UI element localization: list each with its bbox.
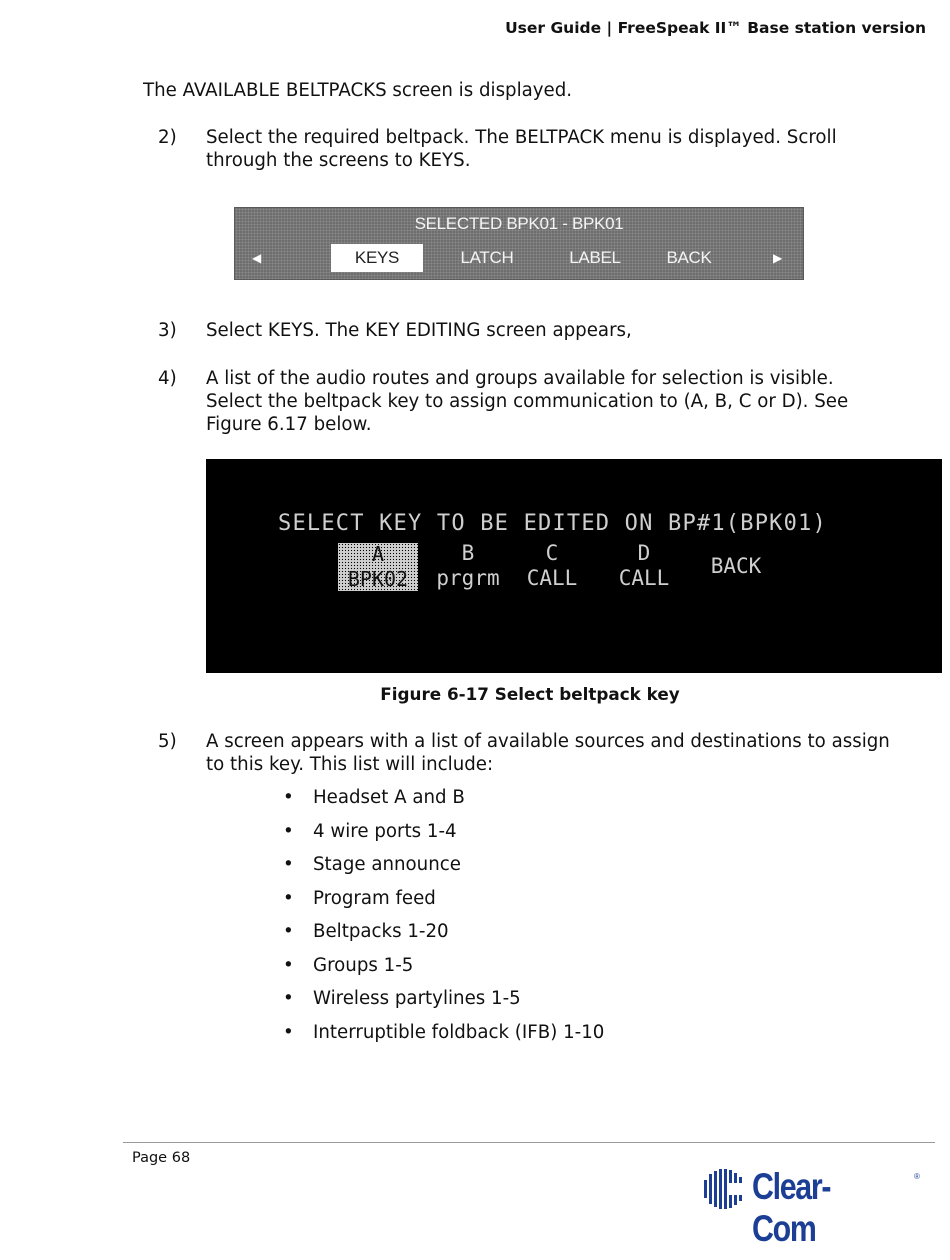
step-text-line: to this key. This list will include: xyxy=(206,754,494,775)
key-letter-d: D xyxy=(637,541,651,565)
menu-screen-title: SELECTED BPK01 - BPK01 xyxy=(414,214,624,233)
clear-com-logo-icon xyxy=(702,1168,746,1210)
page-number: Page 68 xyxy=(132,1150,191,1166)
step-number: 3) xyxy=(158,320,177,341)
key-value-c: CALL xyxy=(526,566,578,590)
menu-item-back: BACK xyxy=(666,248,712,267)
figure-caption: Figure 6-17 Select beltpack key xyxy=(380,684,680,704)
menu-item-latch: LATCH xyxy=(460,248,514,267)
menu-item-keys: KEYS xyxy=(331,244,423,272)
step-text-line: Figure 6.17 below. xyxy=(206,414,372,435)
step-number: 5) xyxy=(158,731,177,752)
key-letter-c: C xyxy=(545,541,559,565)
key-letter-a: A xyxy=(371,542,385,566)
beltpack-menu-screen xyxy=(234,207,804,280)
step-text-line: Select KEYS. The KEY EDITING screen appears, xyxy=(206,320,632,341)
menu-item-label: LABEL xyxy=(569,248,621,267)
clear-com-logo xyxy=(702,1166,924,1249)
step-text-line: through the screens to KEYS. xyxy=(206,150,471,171)
registered-mark: ® xyxy=(914,1172,920,1181)
key-screen-heading: SELECT KEY TO BE EDITED ON BP#1(BPK01) xyxy=(278,511,827,536)
step-text-line: Select the beltpack key to assign communication to (A, B, C or D). See xyxy=(206,391,849,412)
key-value-a: BPK02 xyxy=(347,567,409,591)
arrow-right-icon: ▶ xyxy=(773,251,783,265)
step-text-line: A screen appears with a list of available sources and destinations to assign xyxy=(206,731,890,752)
key-letter-b: B xyxy=(461,541,475,565)
step-text-line: Select the required beltpack. The BELTPACK menu is displayed. Scroll xyxy=(206,127,837,148)
key-value-d: CALL xyxy=(618,566,670,590)
step-number: 2) xyxy=(158,127,177,148)
page-header: User Guide | FreeSpeak II™ Base station version xyxy=(505,19,926,37)
key-editing-screen xyxy=(206,459,942,673)
intro-paragraph: The AVAILABLE BELTPACKS screen is displayed. xyxy=(143,80,573,101)
logo-wordmark: Clear-Com xyxy=(752,1166,831,1249)
key-value-b: prgrm xyxy=(436,566,500,590)
step-number: 4) xyxy=(158,368,177,389)
key-screen-back: BACK xyxy=(710,554,762,578)
arrow-left-icon: ◀ xyxy=(252,251,262,265)
footer-divider xyxy=(123,1142,935,1143)
step-text-line: A list of the audio routes and groups available for selection is visible. xyxy=(206,368,834,389)
